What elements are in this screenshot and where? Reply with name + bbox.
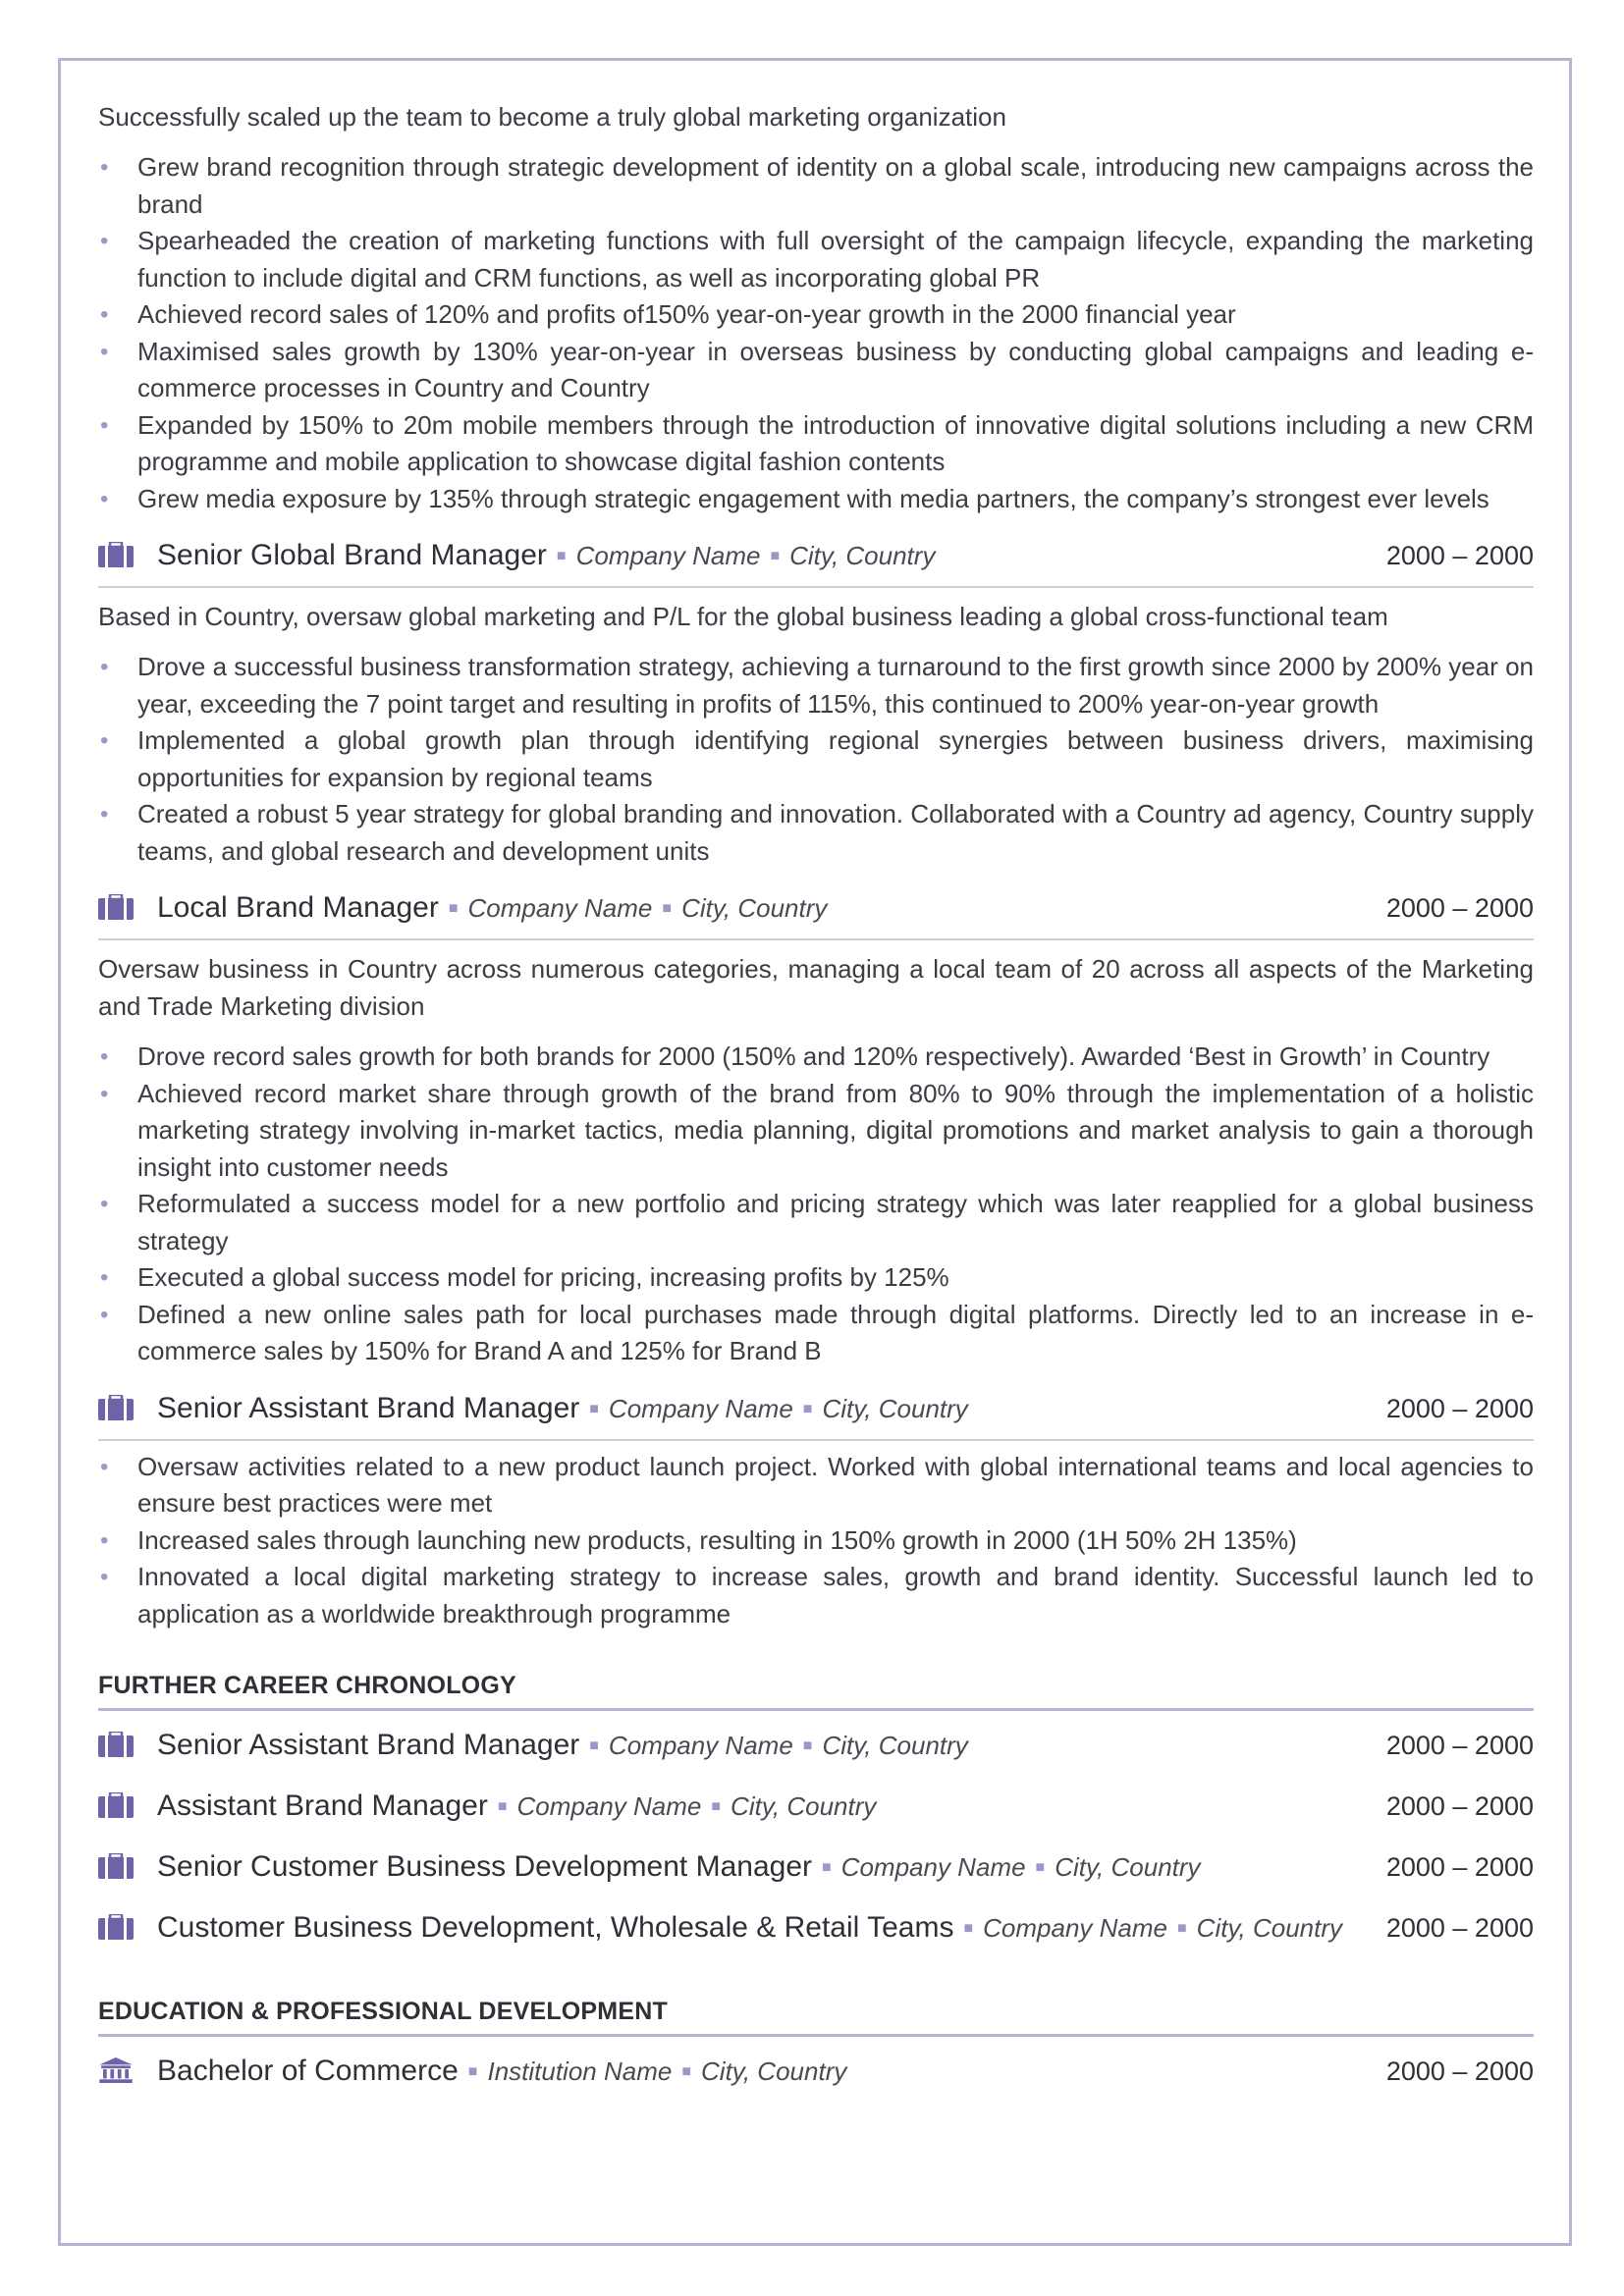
further-career-heading: FURTHER CAREER CHRONOLOGY [98, 1672, 1534, 1711]
role-dates: 2000 – 2000 [1385, 1791, 1534, 1821]
bullet-dot: • [100, 485, 109, 512]
chronology-item [98, 1911, 1534, 1958]
bullet-item: • Created a robust 5 year strategy for global branding and innovation. Collaborated with a Country ad agency, Country supply teams, and global research and development units [98, 796, 1534, 870]
bullet-item: • Increased sales through launching new products, resulting in 150% growth in 2000 (1H 50% 2H 135%) [98, 1522, 1534, 1560]
bullet-item: • Grew media exposure by 135% through strategic engagement with media partners, the company’s strongest ever levels [98, 481, 1534, 518]
role-title: Senior Assistant Brand Manager [157, 1391, 580, 1424]
separator-dot: ■ [1035, 1859, 1046, 1876]
institution-name: Institution Name [487, 2056, 673, 2086]
separator-dot: ■ [589, 1400, 599, 1417]
role-location: City, Country [822, 1393, 968, 1423]
company-name: Company Name [575, 541, 761, 570]
separator-dot: ■ [556, 548, 567, 564]
bullet-item: • Executed a global success model for pricing, increasing profits by 125% [98, 1259, 1534, 1297]
separator-dot: ■ [802, 1737, 813, 1754]
resume-content [98, 98, 1534, 2102]
company-name: Company Name [608, 1393, 793, 1423]
chronology-item [98, 1729, 1534, 1776]
bullet-dot: • [100, 301, 109, 328]
separator-dot: ■ [467, 2063, 478, 2080]
bullet-item: • Expanded by 150% to 20m mobile members through the introduction of innovative digital solutions including a new CRM programme and mobile application to showcase digital fashion contents [98, 407, 1534, 481]
institution-location: City, Country [701, 2056, 847, 2086]
bullet-item: • Oversaw activities related to a new product launch project. Worked with global international teams and local agencies to ensure best practices were met [98, 1449, 1534, 1522]
bullet-item: • Implemented a global growth plan through identifying regional synergies between business drivers, maximising opportunities for expansion by regional teams [98, 722, 1534, 796]
role-title: Senior Assistant Brand Manager [157, 1729, 580, 1761]
institution-icon [98, 2057, 134, 2083]
role-title: Senior Customer Business Development Manager [157, 1850, 812, 1883]
role-bullet-list [98, 1039, 1534, 1370]
role-title: Local Brand Manager [157, 891, 439, 924]
role-title: Assistant Brand Manager [157, 1789, 488, 1822]
bullet-item: • Defined a new online sales path for local purchases made through digital platforms. Directly led to an increase in e-commerce sales by 150% for Brand A and 125% for Brand B [98, 1297, 1534, 1370]
intro-text: Successfully scaled up the team to become a truly global marketing organization [98, 102, 1006, 132]
role-description: Based in Country, oversaw global marketing and P/L for the global business leading a global cross-functional team [98, 602, 1388, 631]
bullet-dot: • [100, 1301, 109, 1328]
bullet-dot: • [100, 1453, 109, 1480]
bullet-item: • Maximised sales growth by 130% year-on-year in overseas business by conducting global campaigns and leading e-commerce processes in Country and Country [98, 334, 1534, 407]
separator-dot: ■ [963, 1920, 974, 1937]
separator-dot: ■ [662, 900, 673, 917]
education-heading: EDUCATION & PROFESSIONAL DEVELOPMENT [98, 1998, 1534, 2037]
bullet-dot: • [100, 1080, 109, 1107]
company-name: Company Name [840, 1852, 1026, 1882]
bullet-item: • Drove record sales growth for both brands for 2000 (150% and 120% respectively). Awarded ‘Best in Growth’ in Country [98, 1039, 1534, 1076]
chronology-item [98, 1850, 1534, 1897]
role-dates: 2000 – 2000 [1385, 1393, 1534, 1423]
role-dates: 2000 – 2000 [1385, 1852, 1534, 1882]
chronology-item [98, 1789, 1534, 1837]
role-dates: 2000 – 2000 [1385, 893, 1534, 923]
bullet-dot: • [100, 154, 109, 181]
bullet-dot: • [100, 1191, 109, 1217]
bullet-item: • Reformulated a success model for a new portfolio and pricing strategy which was later reapplied for a global business strategy [98, 1186, 1534, 1259]
role-description: Oversaw business in Country across numerous categories, managing a local team of 20 across all aspects of the Marketing and Trade Marketing division [98, 954, 1534, 1021]
separator-dot: ■ [589, 1737, 599, 1754]
bullet-dot: • [100, 411, 109, 439]
role-bullet-list [98, 649, 1534, 870]
briefcase-icon [98, 542, 134, 567]
bullet-dot: • [100, 338, 109, 365]
separator-dot: ■ [770, 548, 781, 564]
company-name: Company Name [516, 1791, 702, 1821]
bullet-dot: • [100, 1043, 109, 1070]
separator-dot: ■ [497, 1798, 508, 1815]
briefcase-icon [98, 1792, 134, 1818]
separator-dot: ■ [822, 1859, 832, 1876]
role-dates: 2000 – 2000 [1385, 1731, 1534, 1760]
bullet-dot: • [100, 654, 109, 680]
role-location: City, Country [731, 1791, 877, 1821]
company-name: Company Name [608, 1731, 793, 1760]
bullet-dot: • [100, 1264, 109, 1291]
role-location: City, Country [822, 1731, 968, 1760]
education-item [98, 2055, 1534, 2102]
role-location: City, Country [1196, 1913, 1343, 1943]
role-title: Senior Global Brand Manager [157, 539, 547, 571]
role-header [98, 539, 1534, 588]
role-location: City, Country [681, 893, 828, 923]
degree-title: Bachelor of Commerce [157, 2055, 459, 2087]
role-dates: 2000 – 2000 [1385, 541, 1534, 570]
bullet-dot: • [100, 228, 109, 254]
role-bullet-list [98, 1449, 1534, 1633]
separator-dot: ■ [802, 1400, 813, 1417]
separator-dot: ■ [1177, 1920, 1187, 1937]
intro-bullet-list [98, 149, 1534, 517]
education-dates: 2000 – 2000 [1385, 2056, 1534, 2086]
bullet-dot: • [100, 1526, 109, 1554]
role-location: City, Country [1055, 1852, 1201, 1882]
briefcase-icon [98, 894, 134, 920]
bullet-item: • Spearheaded the creation of marketing functions with full oversight of the campaign lifecycle, expanding the marketing function to include digital and CRM functions, as well as incorporating global PR [98, 223, 1534, 296]
bullet-item: • Grew brand recognition through strategic development of identity on a global scale, introducing new campaigns across the brand [98, 149, 1534, 223]
company-name: Company Name [467, 893, 653, 923]
briefcase-icon [98, 1395, 134, 1420]
role-location: City, Country [789, 541, 936, 570]
bullet-dot: • [100, 801, 109, 828]
role-header [98, 1392, 1534, 1441]
bullet-dot: • [100, 1564, 109, 1590]
separator-dot: ■ [681, 2063, 692, 2080]
bullet-dot: • [100, 727, 109, 754]
role-header [98, 891, 1534, 940]
role-title: Customer Business Development, Wholesale & Retail Teams [157, 1911, 954, 1944]
separator-dot: ■ [711, 1798, 722, 1815]
separator-dot: ■ [448, 900, 459, 917]
briefcase-icon [98, 1914, 134, 1940]
briefcase-icon [98, 1732, 134, 1757]
role-dates: 2000 – 2000 [1385, 1913, 1534, 1943]
bullet-item: • Achieved record sales of 120% and profits of150% year-on-year growth in the 2000 financial year [98, 296, 1534, 334]
bullet-item: • Achieved record market share through growth of the brand from 80% to 90% through the implementation of a holistic marketing strategy involving in-market tactics, media planning, digital promotions and market analysis to gain a thorough insight into customer needs [98, 1076, 1534, 1187]
briefcase-icon [98, 1853, 134, 1879]
bullet-item: • Innovated a local digital marketing strategy to increase sales, growth and brand identity. Successful launch led to application as a worldwide breakthrough programme [98, 1559, 1534, 1632]
bullet-item: • Drove a successful business transformation strategy, achieving a turnaround to the first growth since 2000 by 200% year on year, exceeding the 7 point target and resulting in profits of 115%, this continued to 200% year-on-year growth [98, 649, 1534, 722]
company-name: Company Name [983, 1913, 1167, 1943]
